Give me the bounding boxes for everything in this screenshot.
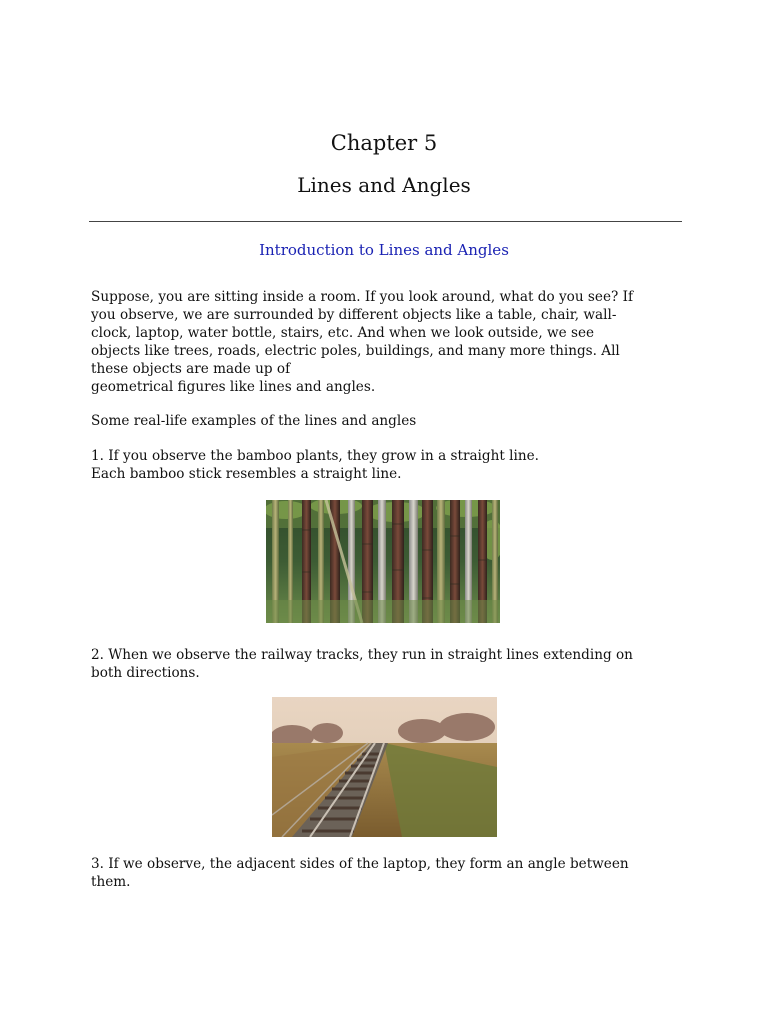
bamboo-forest-illustration [266, 500, 500, 623]
example-1-line: Each bamboo stick resembles a straight line. [91, 466, 402, 482]
section-heading: Introduction to Lines and Angles [259, 241, 509, 259]
intro-line: you observe, we are surrounded by different objects like a table, chair, wall- [91, 307, 617, 323]
intro-line: Suppose, you are sitting inside a room. If you look around, what do you see? If [91, 289, 633, 305]
intro-line: geometrical figures like lines and angles. [91, 379, 376, 395]
intro-paragraph [91, 288, 691, 396]
railway-tracks-photo [272, 697, 497, 837]
example-2-line: both directions. [91, 665, 200, 681]
example-3-paragraph [91, 855, 691, 891]
example-3-line: them. [91, 874, 131, 890]
bamboo-forest-photo [266, 500, 500, 623]
examples-intro [91, 412, 691, 430]
horizontal-divider [89, 221, 682, 222]
example-1-paragraph [91, 447, 691, 483]
example-2-paragraph [91, 646, 691, 682]
example-2-line: 2. When we observe the railway tracks, they run in straight lines extending on [91, 647, 633, 663]
chapter-title: Lines and Angles [297, 173, 471, 197]
chapter-number: Chapter 5 [330, 131, 438, 155]
examples-intro-text: Some real-life examples of the lines and angles [91, 413, 417, 429]
intro-line: these objects are made up of [91, 361, 291, 377]
intro-line: objects like trees, roads, electric poles, buildings, and many more things. All [91, 343, 620, 359]
intro-line: clock, laptop, water bottle, stairs, etc. And when we look outside, we see [91, 325, 595, 341]
railway-tracks-illustration [272, 697, 497, 837]
example-1-line: 1. If you observe the bamboo plants, they grow in a straight line. [91, 448, 539, 464]
example-3-line: 3. If we observe, the adjacent sides of the laptop, they form an angle between [91, 856, 629, 872]
